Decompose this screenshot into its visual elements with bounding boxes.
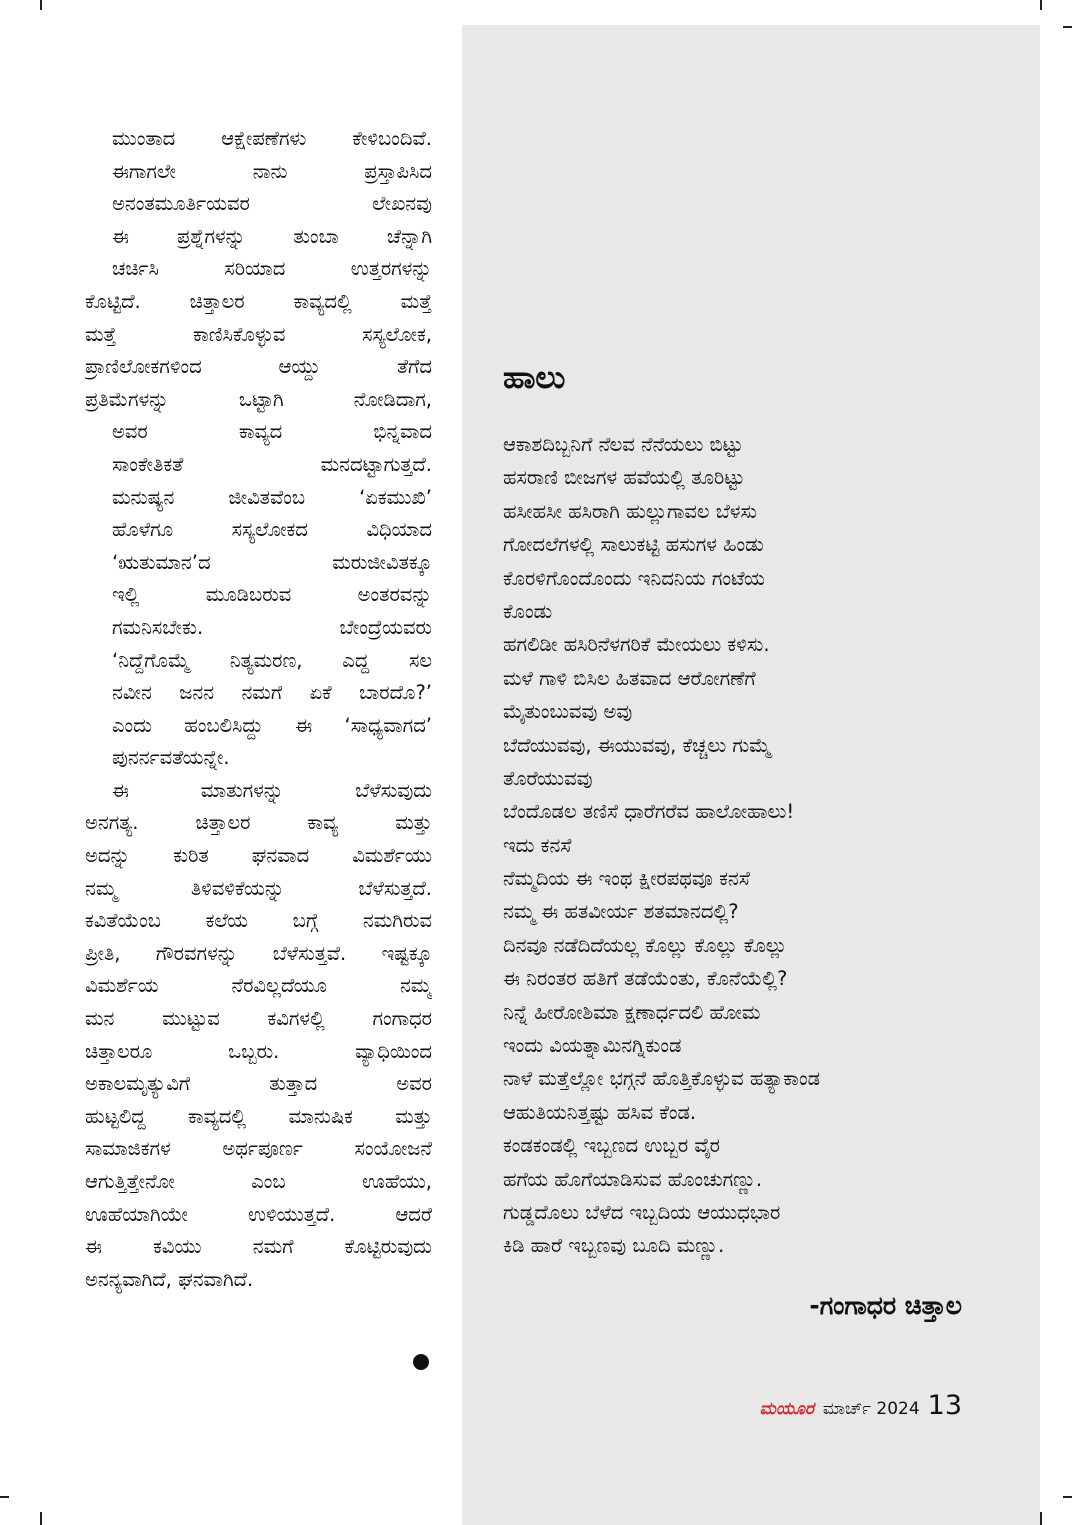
poem-line: ಆಹುತಿಯನಿತ್ತಷ್ಟು ಹಸಿವ ಕೆಂಡ. <box>503 1100 697 1124</box>
poem-line: ಹಸರಾಣಿ ಬೀಜಗಳ ಹವೆಯಲ್ಲಿ ತೂರಿಟ್ಟು <box>503 466 745 490</box>
article-line: ಈ ಕವಿಯು ನಮಗೆ ಕೊಟ್ಟಿರುವುದು <box>85 1235 432 1259</box>
poem-line: ಬೆಂದೊಡಲ ತಣಿಸೆ ಧಾರೆಗರೆವ ಹಾಲೋಹಾಲು! <box>503 800 795 824</box>
article-line: ನಮ್ಮ ತಿಳಿವಳಿಕೆಯನ್ನು ಬೆಳೆಸುತ್ತದೆ. <box>85 876 432 900</box>
poem-line: ಗೋದಲೆಗಳಲ್ಲಿ ಸಾಲುಕಟ್ಟಿ ಹಸುಗಳ ಹಿಂಡು <box>503 533 764 557</box>
article-line: ಅದನ್ನು ಕುರಿತ ಘನವಾದ ವಿಮರ್ಶೆಯು <box>85 844 432 868</box>
article-line: ಗಮನಿಸಬೇಕು. ಬೇಂದ್ರೆಯವರು <box>112 615 432 639</box>
article-line: ಮತ್ತೆ ಕಾಣಿಸಿಕೊಳ್ಳುವ ಸಸ್ಯಲೋಕ, <box>85 322 432 346</box>
article-line: ಚಿತ್ತಾಲರೂ ಒಬ್ಬರು. ವ್ಯಾಧಿಯಿಂದ <box>85 1039 432 1063</box>
poem-line: ಕಿಡಿ ಹಾರೆ ಇಬ್ಬಣವು ಬೂದಿ ಮಣ್ಣು. <box>503 1234 725 1258</box>
article-line: ಹೊಳೆಗೂ ಸಸ್ಯಲೋಕದ ವಿಧಿಯಾದ <box>112 518 432 542</box>
crop-mark-right-bottom <box>1063 1496 1072 1498</box>
poem-line: ಮಳೆ ಗಾಳಿ ಬಿಸಿಲ ಹಿತವಾದ ಆರೋಗಣೆಗೆ <box>503 666 756 690</box>
crop-mark-top-right <box>1040 0 1042 10</box>
article-line: ಪುನರ್ನವತೆಯನ್ನೇ. <box>112 746 230 770</box>
poem-line: ನೆಮ್ಮದಿಯ ಈ ಇಂಥ ಕ್ಷೀರಪಥವೂ ಕನಸೆ <box>503 867 750 891</box>
poem-line: ಆಕಾಶದಿಬ್ಬನಿಗೆ ನೆಲವ ನೆನೆಯಲು ಬಿಟ್ಟು <box>503 433 743 456</box>
article-line: ವಿಮರ್ಶೆಯ ನೆರವಿಲ್ಲದೆಯೂ ನಮ್ಮ <box>85 974 432 998</box>
article-line: ‘ನಿದ್ದೆಗೊಮ್ಮೆ ನಿತ್ಯಮರಣ, ಎದ್ದ ಸಲ <box>112 648 432 672</box>
poem-line: ಹಸೀಹಸೀ ಹಸಿರಾಗಿ ಹುಲ್ಲುಗಾವಲ ಬೆಳಸು <box>503 499 757 523</box>
article-line: ಪ್ರತಿಮೆಗಳನ್ನು ಒಟ್ಟಾಗಿ ನೋಡಿದಾಗ, <box>85 387 432 411</box>
poem-line: ನಿನ್ನೆ ಹೀರೋಶಿಮಾ ಕ್ಷಣಾರ್ಧದಲಿ ಹೋಮ <box>503 1000 761 1024</box>
poem-line: ನಮ್ಮ ಈ ಹತವೀರ್ಯ ಶತಮಾನದಲ್ಲಿ? <box>503 900 739 924</box>
poem-line: ಹಗೆಯ ಹೊಗೆಯಾಡಿಸುವ ಹೊಂಚುಗಣ್ಣು. <box>503 1167 763 1191</box>
page-footer <box>760 1390 962 1421</box>
article-line: ಅನಗತ್ಯ. ಚಿತ್ತಾಲರ ಕಾವ್ಯ ಮತ್ತು <box>85 811 432 835</box>
article-line: ಅಕಾಲಮೃತ್ಯುವಿಗೆ ತುತ್ತಾದ ಅವರ <box>85 1072 432 1096</box>
article-line: ಎಂದು ಹಂಬಲಿಸಿದ್ದು ಈ ‘ಸಾಧ್ಯವಾಗದ’ <box>112 713 432 737</box>
article-line: ಈಗಾಗಲೇ ನಾನು ಪ್ರಸ್ತಾಪಿಸಿದ <box>112 159 432 183</box>
poem-line: ಕೊರಳಿಗೊಂದೊಂದು ಇನಿದನಿಯ ಗಂಟೆಯ <box>503 566 765 590</box>
poem-line: ಮೈತುಂಬುವವು ಅವು <box>503 700 633 724</box>
crop-mark-right-top <box>1063 26 1072 28</box>
issue-date: ಮಾರ್ಚ್ 2024 <box>822 1399 920 1419</box>
article-line: ಪ್ರೀತಿ, ಗೌರವಗಳನ್ನು ಬೆಳೆಸುತ್ತವೆ. ಇಷ್ಟಕ್ಕೂ <box>85 941 432 965</box>
crop-mark-bottom-left <box>40 1512 42 1525</box>
article-line: ಚರ್ಚಿಸಿ ಸರಿಯಾದ ಉತ್ತರಗಳನ್ನು <box>112 257 432 281</box>
end-of-article-bullet <box>413 1354 429 1370</box>
article-line: ಅನನ್ಯವಾಗಿದೆ, ಘನವಾಗಿದೆ. <box>85 1267 254 1291</box>
poem-line: ಕೊಂಡು <box>503 599 553 623</box>
page-number: 13 <box>927 1390 962 1421</box>
article-paragraph <box>85 123 432 775</box>
article-line: ‘ಋತುಮಾನ’ದ ಮರುಜೀವಿತಕ್ಕೂ <box>112 550 432 574</box>
poem-line: ನಾಳೆ ಮತ್ತೆಲ್ಲೋ ಭಗ್ಗನೆ ಹೊತ್ತಿಕೊಳ್ಳುವ ಹತ್ಯಾಕಾಂಡ <box>503 1067 821 1091</box>
article-line: ಆಗುತ್ತಿತ್ತೇನೋ ಎಂಬ ಊಹೆಯು, <box>85 1170 432 1193</box>
article-line: ಈ ಪ್ರಶ್ನೆಗಳನ್ನು ತುಂಬಾ ಚೆನ್ನಾಗಿ <box>112 224 432 248</box>
poem-line: ಹಗಲಿಡೀ ಹಸಿರಿನೆಳಗರಿಕೆ ಮೇಯಲು ಕಳಿಸು. <box>503 633 770 657</box>
crop-mark-top-left <box>40 0 42 10</box>
article-line: ಈ ಮಾತುಗಳನ್ನು ಬೆಳೆಸುವುದು <box>112 778 432 802</box>
article-line: ಹುಟ್ಟಲಿದ್ದ ಕಾವ್ಯದಲ್ಲಿ ಮಾನುಷಿಕ ಮತ್ತು <box>85 1104 432 1128</box>
poem-line: ತೊರೆಯುವವು <box>503 766 593 790</box>
article-line: ಮನುಷ್ಯನ ಜೀವಿತವೆಂಬ ‘ಏಕಮುಖಿ’ <box>112 485 432 509</box>
article-line: ನವೀನ ಜನನ ನಮಗೆ ಏಕೆ ಬಾರದೊ?’ <box>112 681 432 705</box>
article-column <box>85 123 432 1296</box>
poem-author: -ಗಂಗಾಧರ ಚಿತ್ತಾಲ <box>809 1291 962 1320</box>
poem-line: ಈ ನಿರಂತರ ಹತಿಗೆ ತಡೆಯೆಂತು, ಕೊನೆಯೆಲ್ಲಿ? <box>503 967 788 991</box>
magazine-logo: ಮಯೂರ <box>759 1399 814 1419</box>
article-line: ಮನ ಮುಟ್ಟುವ ಕವಿಗಳಲ್ಲಿ ಗಂಗಾಧರ <box>85 1007 432 1031</box>
poem-line: ದಿನವೂ ನಡೆದಿದೆಯಲ್ಲ ಕೊಲ್ಲು ಕೊಲ್ಲು ಕೊಲ್ಲು <box>503 933 787 957</box>
poem-line: ಕಂಡಕಂಡಲ್ಲಿ ಇಬ್ಬಣದ ಉಬ್ಬರ ವೈರ <box>503 1134 720 1158</box>
poem-line: ಗುಡ್ಡದೊಲು ಬೆಳೆದ ಇಬ್ಬದಿಯ ಆಯುಧಭಾರ <box>503 1200 781 1224</box>
poem-line: ಇಂದು ವಿಯತ್ನಾಮಿನಗ್ನಿಕುಂಡ <box>503 1034 682 1058</box>
poem-title: ಹಾಲು <box>503 360 566 396</box>
article-line: ಅನಂತಮೂರ್ತಿಯವರ ಲೇಖನವು <box>112 192 432 216</box>
poem-line: ಬೆದೆಯುವವು, ಈಯುವವು, ಕೆಚ್ಚಲು ಗುಮ್ಮೆ <box>503 733 772 757</box>
article-line: ಊಹೆಯಾಗಿಯೇ ಉಳಿಯುತ್ತದೆ. ಆದರೆ <box>85 1202 432 1226</box>
poem-line: ಇದು ಕನಸೆ <box>503 833 572 857</box>
article-line: ಪ್ರಾಣಿಲೋಕಗಳಿಂದ ಆಯ್ದು ತೆಗೆದ <box>85 355 432 379</box>
crop-mark-bottom-right <box>1040 1512 1042 1525</box>
crop-mark-left-bottom <box>0 1496 9 1498</box>
article-line: ಅವರ ಕಾವ್ಯದ ಭಿನ್ನವಾದ <box>112 420 432 444</box>
article-line: ಇಲ್ಲಿ ಮೂಡಿಬರುವ ಅಂತರವನ್ನು <box>112 583 432 607</box>
article-line: ಕವಿತೆಯೆಂಬ ಕಲೆಯ ಬಗ್ಗೆ ನಮಗಿರುವ <box>85 909 432 933</box>
article-line: ಸಾಮಾಜಿಕಗಳ ಅರ್ಥಪೂರ್ಣ ಸಂಯೋಜನೆ <box>85 1137 432 1161</box>
article-line: ಮುಂತಾದ ಆಕ್ಷೇಪಣೆಗಳು ಕೇಳಿಬಂದಿವೆ. <box>112 127 432 150</box>
article-paragraph <box>85 775 432 1297</box>
poem-body <box>503 428 953 1263</box>
article-line: ಸಾಂಕೇತಿಕತೆ ಮನದಟ್ಟಾಗುತ್ತದೆ. <box>112 452 432 476</box>
article-line: ಕೊಟ್ಟಿದೆ. ಚಿತ್ತಾಲರ ಕಾವ್ಯದಲ್ಲಿ ಮತ್ತೆ <box>85 289 432 313</box>
